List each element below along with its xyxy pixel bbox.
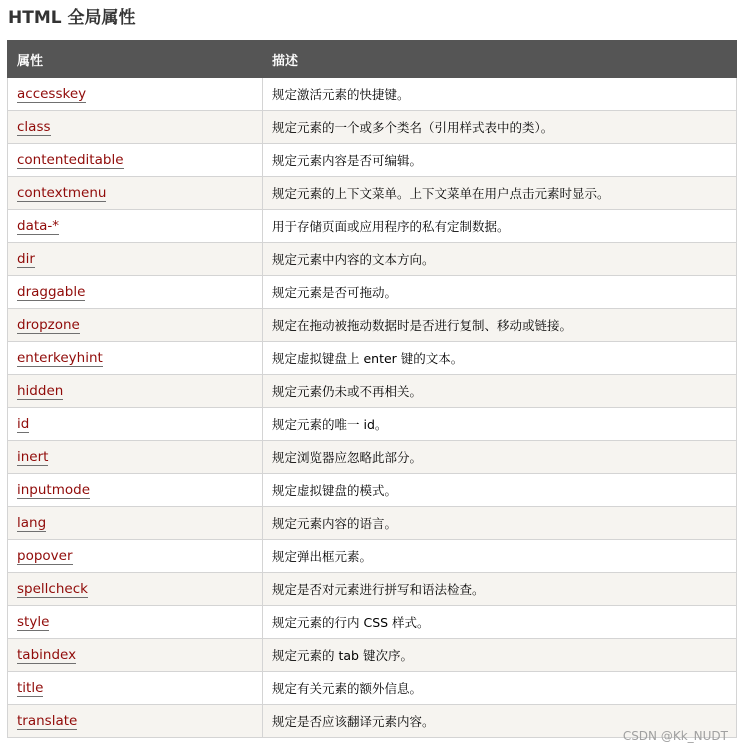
description-cell: 规定元素是否可拖动。 [263, 276, 737, 309]
table-row [8, 507, 737, 540]
attribute-cell [8, 243, 263, 276]
attribute-cell [8, 672, 263, 705]
description-cell: 规定元素的行内 CSS 样式。 [263, 606, 737, 639]
description-cell: 规定是否对元素进行拼写和语法检查。 [263, 573, 737, 606]
attribute-cell [8, 408, 263, 441]
table-row [8, 177, 737, 210]
attribute-link[interactable]: lang [17, 515, 47, 531]
attribute-link[interactable]: draggable [17, 284, 86, 300]
description-cell: 规定激活元素的快捷键。 [263, 78, 737, 111]
page-title: HTML 全局属性 [8, 8, 136, 28]
attribute-cell [8, 573, 263, 606]
table-row [8, 408, 737, 441]
table-row [8, 309, 737, 342]
attribute-cell [8, 375, 263, 408]
table-header-row [8, 41, 737, 78]
attribute-link[interactable]: id [17, 416, 30, 432]
attribute-cell [8, 705, 263, 738]
attribute-cell [8, 342, 263, 375]
description-cell: 规定元素的 tab 键次序。 [263, 639, 737, 672]
table-row [8, 672, 737, 705]
table-row [8, 144, 737, 177]
attribute-cell [8, 177, 263, 210]
description-cell: 规定浏览器应忽略此部分。 [263, 441, 737, 474]
table-row [8, 243, 737, 276]
description-cell: 规定元素中内容的文本方向。 [263, 243, 737, 276]
attribute-cell [8, 210, 263, 243]
table-row [8, 606, 737, 639]
table-row [8, 375, 737, 408]
table-row [8, 342, 737, 375]
attribute-link[interactable]: accesskey [17, 86, 87, 102]
attribute-link[interactable]: inputmode [17, 482, 91, 498]
watermark: CSDN @Kk_NUDT [622, 729, 728, 743]
column-header-description: 描述 [263, 41, 737, 78]
description-cell: 规定元素的上下文菜单。上下文菜单在用户点击元素时显示。 [263, 177, 737, 210]
attribute-link[interactable]: title [17, 680, 44, 696]
description-cell: 规定元素内容的语言。 [263, 507, 737, 540]
attribute-cell [8, 144, 263, 177]
description-cell: 规定元素内容是否可编辑。 [263, 144, 737, 177]
global-attributes-table [7, 40, 737, 738]
description-cell: 用于存储页面或应用程序的私有定制数据。 [263, 210, 737, 243]
attribute-link[interactable]: spellcheck [17, 581, 88, 597]
table-row [8, 639, 737, 672]
table-row [8, 540, 737, 573]
attribute-cell [8, 606, 263, 639]
table-row [8, 111, 737, 144]
description-cell: 规定元素的唯一 id。 [263, 408, 737, 441]
attribute-link[interactable]: hidden [17, 383, 64, 399]
description-cell: 规定弹出框元素。 [263, 540, 737, 573]
attribute-cell [8, 540, 263, 573]
description-cell: 规定元素的一个或多个类名（引用样式表中的类）。 [263, 111, 737, 144]
attribute-cell [8, 474, 263, 507]
attribute-cell [8, 309, 263, 342]
table-row [8, 573, 737, 606]
attribute-cell [8, 639, 263, 672]
attribute-cell [8, 276, 263, 309]
column-header-attribute: 属性 [8, 41, 263, 78]
attribute-link[interactable]: contenteditable [17, 152, 124, 168]
attribute-link[interactable]: contextmenu [17, 185, 107, 201]
attribute-link[interactable]: inert [17, 449, 49, 465]
attribute-link[interactable]: translate [17, 713, 78, 729]
attribute-link[interactable]: enterkeyhint [17, 350, 103, 366]
attribute-link[interactable]: class [17, 119, 51, 135]
attribute-cell [8, 111, 263, 144]
table-row [8, 210, 737, 243]
attribute-link[interactable]: popover [17, 548, 73, 564]
description-cell: 规定有关元素的额外信息。 [263, 672, 737, 705]
table-row [8, 276, 737, 309]
attribute-link[interactable]: tabindex [17, 647, 77, 663]
attribute-cell [8, 507, 263, 540]
description-cell: 规定元素仍未或不再相关。 [263, 375, 737, 408]
attribute-cell [8, 441, 263, 474]
table-row [8, 78, 737, 111]
attribute-link[interactable]: data-* [17, 218, 60, 234]
description-cell: 规定虚拟键盘上 enter 键的文本。 [263, 342, 737, 375]
description-cell: 规定虚拟键盘的模式。 [263, 474, 737, 507]
attribute-cell [8, 78, 263, 111]
description-cell: 规定是否应该翻译元素内容。 [263, 705, 737, 738]
table-row [8, 441, 737, 474]
table-row [8, 474, 737, 507]
description-cell: 规定在拖动被拖动数据时是否进行复制、移动或链接。 [263, 309, 737, 342]
attribute-link[interactable]: dropzone [17, 317, 80, 333]
attribute-link[interactable]: dir [17, 251, 35, 267]
attribute-link[interactable]: style [17, 614, 50, 630]
